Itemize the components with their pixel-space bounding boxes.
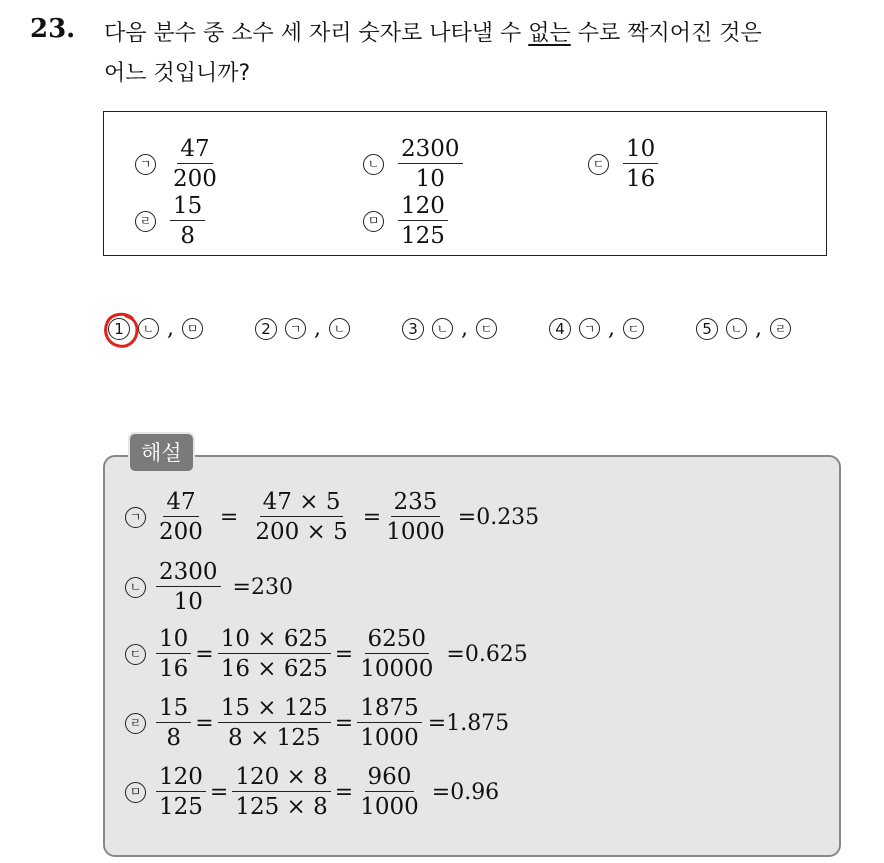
denominator: 10000: [360, 656, 434, 683]
numerator: 10: [156, 627, 191, 654]
fraction: [232, 765, 330, 819]
denominator: 1000: [360, 725, 419, 752]
fraction: [170, 194, 205, 248]
fraction: [383, 490, 448, 544]
numerator: 120 × 8: [232, 765, 330, 792]
denominator: 1000: [360, 794, 419, 821]
choice-5[interactable]: [696, 316, 791, 341]
box-item-4: [135, 194, 205, 248]
comma: ,: [314, 316, 321, 341]
denominator: 16 × 625: [220, 656, 328, 683]
denominator: 200: [159, 519, 203, 546]
comma: ,: [608, 316, 615, 341]
question-number: 23.: [30, 14, 76, 44]
denominator: 125: [401, 223, 445, 250]
result-value: =0.235: [457, 504, 540, 530]
equals-sign: =: [195, 641, 214, 667]
choice-symbol: ㅁ: [182, 318, 203, 339]
numerator: 235: [391, 490, 441, 517]
numerator: 47: [177, 137, 212, 164]
symbol-giyeok: ㄱ: [125, 507, 146, 528]
box-item-2: [363, 137, 463, 191]
result-value: =230: [232, 574, 293, 600]
numerator: 2300: [156, 560, 221, 587]
equals-sign: =: [334, 710, 354, 736]
choice-symbol: ㄷ: [623, 318, 644, 339]
choice-4[interactable]: [549, 316, 644, 341]
numerator: 10: [623, 137, 658, 164]
fraction: [156, 490, 206, 544]
symbol-giyeok: ㄱ: [135, 154, 156, 175]
denominator: 200: [173, 166, 217, 193]
symbol-rieul: ㄹ: [135, 211, 156, 232]
numerator: 120: [156, 765, 206, 792]
denominator: 10: [415, 166, 445, 193]
result-value: =0.96: [431, 779, 500, 805]
symbol-digeut: ㄷ: [588, 154, 609, 175]
solution-row-4: [125, 696, 509, 750]
symbol-nieun: ㄴ: [125, 577, 146, 598]
choice-2[interactable]: [255, 316, 350, 341]
fraction: [156, 560, 221, 614]
denominator: 125: [159, 794, 203, 821]
fraction: [357, 696, 422, 750]
question-line-2: 어느 것입니까?: [104, 61, 251, 86]
denominator: 8 × 125: [228, 725, 321, 752]
choice-symbol: ㄷ: [476, 318, 497, 339]
comma: ,: [167, 316, 174, 341]
denominator: 1000: [386, 519, 445, 546]
question-text-post: 수로 짝지어진 것은: [570, 21, 762, 46]
equals-sign: =: [334, 779, 354, 805]
box-item-5: [363, 194, 448, 248]
numerator: 960: [365, 765, 415, 792]
denominator: 200 × 5: [255, 519, 348, 546]
choice-symbol: ㄹ: [770, 318, 791, 339]
equals-sign: =: [362, 504, 382, 530]
choice-number: 3: [402, 318, 424, 340]
choice-symbol: ㄴ: [329, 318, 350, 339]
box-item-1: [135, 137, 220, 191]
choice-number: 5: [696, 318, 718, 340]
denominator: 8: [166, 725, 181, 752]
result-value: =0.625: [446, 641, 528, 667]
choice-number: 4: [549, 318, 571, 340]
choice-3[interactable]: [402, 316, 497, 341]
symbol-mieum: ㅁ: [363, 211, 384, 232]
fraction: [218, 696, 331, 750]
fraction: [398, 137, 463, 191]
box-item-3: [588, 137, 658, 191]
numerator: 2300: [398, 137, 463, 164]
answer-circle-mark-icon: [102, 311, 140, 349]
fraction: [357, 627, 436, 681]
fraction: [156, 765, 206, 819]
numerator: 47 × 5: [260, 490, 344, 517]
answer-choices: [108, 316, 843, 341]
equals-sign: =: [209, 779, 229, 805]
comma: ,: [461, 316, 468, 341]
symbol-rieul: ㄹ: [125, 713, 146, 734]
fraction: [252, 490, 350, 544]
choice-symbol: ㄱ: [285, 318, 306, 339]
denominator: 16: [159, 656, 189, 683]
solution-row-2: [125, 560, 293, 614]
solution-tag: 해설: [128, 432, 195, 473]
numerator: 120: [398, 194, 448, 221]
symbol-mieum: ㅁ: [125, 782, 146, 803]
choice-symbol: ㄴ: [432, 318, 453, 339]
fraction: [156, 696, 191, 750]
denominator: 125 × 8: [235, 794, 328, 821]
equals-sign: =: [219, 504, 239, 530]
solution-row-3: [125, 627, 528, 681]
choice-number: 2: [255, 318, 277, 340]
fraction: [398, 194, 448, 248]
choice-number: 1: [108, 318, 130, 340]
equals-sign: =: [195, 710, 214, 736]
fraction: [218, 627, 331, 681]
solution-row-5: [125, 765, 499, 819]
choice-symbol: ㄴ: [726, 318, 747, 339]
denominator: 8: [180, 223, 195, 250]
question-text-pre: 다음 분수 중 소수 세 자리 숫자로 나타낼 수: [104, 21, 529, 46]
choice-symbol: ㄱ: [579, 318, 600, 339]
denominator: 10: [173, 589, 203, 616]
numerator: 15: [170, 194, 205, 221]
numerator: 10 × 625: [218, 627, 331, 654]
denominator: 16: [626, 166, 656, 193]
question-text-underlined: 없는: [528, 21, 571, 46]
fraction: [357, 765, 422, 819]
fraction: [156, 627, 191, 681]
numerator: 47: [163, 490, 198, 517]
symbol-digeut: ㄷ: [125, 644, 146, 665]
result-value: =1.875: [427, 710, 510, 736]
numerator: 15: [156, 696, 191, 723]
question-line-1: [104, 16, 762, 47]
symbol-nieun: ㄴ: [363, 154, 384, 175]
choice-symbol: ㄴ: [138, 318, 159, 339]
comma: ,: [755, 316, 762, 341]
numerator: 1875: [357, 696, 422, 723]
solution-row-1: [125, 490, 539, 544]
fraction: [170, 137, 220, 191]
equals-sign: =: [334, 641, 354, 667]
numerator: 15 × 125: [218, 696, 331, 723]
fraction: [623, 137, 658, 191]
numerator: 6250: [365, 627, 430, 654]
